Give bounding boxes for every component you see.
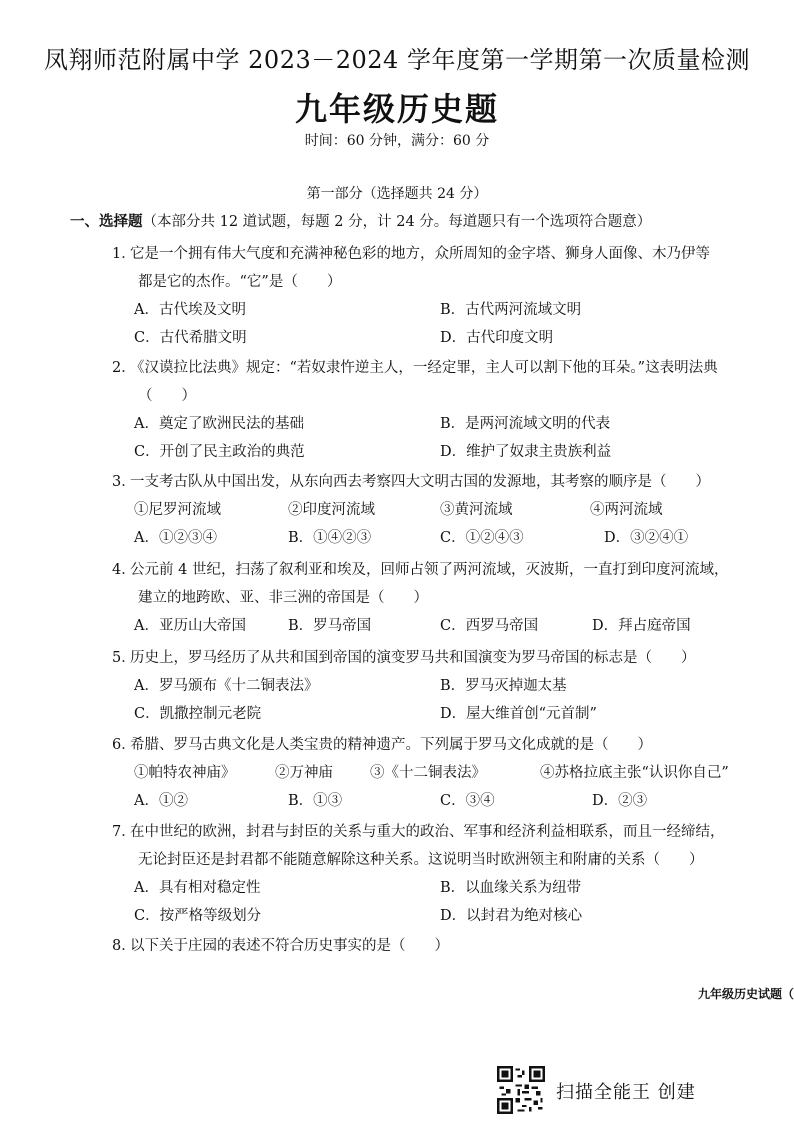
option-b[interactable]: B．以血缘关系为纽带 [440, 880, 582, 896]
question-number: 6． [112, 737, 136, 753]
question-number: 1． [112, 246, 136, 262]
option-d[interactable]: D．维护了奴隶主贵族利益 [440, 444, 612, 460]
section-title: 选择题 [99, 213, 143, 230]
option-a[interactable]: A．亚历山大帝国 [134, 618, 246, 634]
question-number: 4． [112, 562, 136, 578]
options-row [112, 612, 752, 640]
question-5 [112, 644, 752, 728]
option-b[interactable]: B．①③ [288, 793, 343, 809]
section-instruction: （本部分共 12 道试题，每题 2 分，计 24 分。每道题只有一个选项符合题意） [142, 214, 652, 230]
scanner-watermark: 扫描全能王 创建 [556, 1082, 696, 1103]
question-7 [112, 818, 752, 930]
question-stem: 一支考古队从中国出发，从东向西去考察四大文明古国的发源地，其考察的顺序是（ ） [130, 474, 710, 490]
question-number: 7． [112, 824, 136, 840]
question-8 [112, 932, 752, 960]
question-3 [112, 468, 752, 552]
question-6 [112, 731, 752, 815]
question-number: 2． [112, 360, 136, 376]
question-stem: 希腊、罗马古典文化是人类宝贵的精神遗产。下列属于罗马文化成就的是（ ） [130, 737, 652, 753]
statement-1: ①帕特农神庙》 [134, 765, 236, 781]
option-a[interactable]: A．罗马颁布《十二铜表法》 [134, 678, 319, 694]
option-c[interactable]: C．古代希腊文明 [134, 330, 247, 346]
option-d[interactable]: D．拜占庭帝国 [592, 618, 691, 634]
options-row [112, 787, 752, 815]
section-heading [70, 210, 651, 231]
page-footer-label: 九年级历史试题（ [697, 987, 794, 1001]
school-title: 凤翔师范附属中学 2023－2024 学年度第一学期第一次质量检测 [44, 46, 750, 74]
option-a[interactable]: A．古代埃及文明 [134, 302, 246, 318]
exam-info: 时间：60 分钟，满分：60 分 [304, 133, 490, 149]
statement-2: ②印度河流域 [288, 502, 375, 518]
options-row [112, 438, 752, 466]
options-row [112, 296, 752, 324]
options-row [112, 700, 752, 728]
main-title: 九年级历史题 [294, 90, 499, 128]
question-stem: 历史上，罗马经历了从共和国到帝国的演变罗马共和国演变为罗马帝国的标志是（ ） [130, 650, 696, 666]
option-c[interactable]: C．西罗马帝国 [440, 618, 539, 634]
statement-3: ③黄河流域 [440, 502, 513, 518]
option-a[interactable]: A．具有相对稳定性 [134, 880, 261, 896]
options-row [112, 672, 752, 700]
options-row [112, 902, 752, 930]
question-stem: 它是一个拥有伟大气度和充满神秘色彩的地方，众所周知的金字塔、狮身人面像、木乃伊等 [130, 246, 710, 262]
statement-2: ②万神庙 [275, 765, 333, 781]
items-row [112, 496, 752, 524]
question-number: 8． [112, 938, 136, 954]
option-c[interactable]: C．开创了民主政治的典范 [134, 444, 305, 460]
option-a[interactable]: A．①②③④ [134, 530, 217, 546]
part-title: 第一部分（选择题共 24 分） [306, 186, 488, 202]
option-b[interactable]: B．罗马帝国 [288, 618, 372, 634]
statement-4: ④苏格拉底主张“认识你自己” [540, 765, 729, 781]
option-b[interactable]: B．是两河流域文明的代表 [440, 416, 611, 432]
option-b[interactable]: B．①④②③ [288, 530, 372, 546]
qr-code-icon [497, 1066, 545, 1114]
question-number: 5． [112, 650, 136, 666]
options-row [112, 410, 752, 438]
question-stem: 以下关于庄园的表述不符合历史事实的是（ ） [130, 938, 449, 954]
question-stem-cont: 建立的地跨欧、亚、非三洲的帝国是（ ） [138, 590, 428, 606]
section-number: 一、 [70, 213, 99, 230]
option-c[interactable]: C．按严格等级划分 [134, 908, 262, 924]
option-a[interactable]: A．①② [134, 793, 188, 809]
option-b[interactable]: B．古代两河流域文明 [440, 302, 582, 318]
option-d[interactable]: D．古代印度文明 [440, 330, 554, 346]
question-number: 3． [112, 474, 136, 490]
question-stem-cont: （ ） [138, 388, 196, 404]
option-b[interactable]: B．罗马灭掉迦太基 [440, 678, 567, 694]
option-d[interactable]: D．以封君为绝对核心 [440, 908, 583, 924]
option-d[interactable]: D．②③ [592, 793, 648, 809]
statement-1: ①尼罗河流域 [134, 502, 221, 518]
question-stem-cont: 无论封臣还是封君都不能随意解除这种关系。这说明当时欧洲领主和附庸的关系（ ） [138, 852, 704, 868]
question-1 [112, 240, 752, 352]
options-row [112, 524, 752, 552]
question-stem: 《汉谟拉比法典》规定：“若奴隶忤逆主人，一经定罪，主人可以割下他的耳朵。”这表明法典 [130, 360, 718, 376]
question-stem: 公元前 4 世纪，扫荡了叙利亚和埃及，回师占领了两河流域，灭波斯，一直打到印度河流域， [130, 562, 729, 578]
items-row [112, 759, 752, 787]
option-c[interactable]: C．③④ [440, 793, 495, 809]
options-row [112, 874, 752, 902]
question-stem: 在中世纪的欧洲，封君与封臣的关系与重大的政治、军事和经济利益相联系，而且一经缔结， [130, 824, 725, 840]
option-d[interactable]: D．③②④① [604, 530, 689, 546]
option-c[interactable]: C．凯撒控制元老院 [134, 706, 262, 722]
statement-3: ③《十二铜表法》 [370, 765, 486, 781]
statement-4: ④两河流域 [590, 502, 663, 518]
options-row [112, 324, 752, 352]
option-d[interactable]: D．屋大维首创“元首制” [440, 706, 597, 722]
option-a[interactable]: A．奠定了欧洲民法的基础 [134, 416, 304, 432]
question-4 [112, 556, 752, 640]
question-stem-cont: 都是它的杰作。“它”是（ ） [138, 274, 342, 290]
option-c[interactable]: C．①②④③ [440, 530, 524, 546]
question-2 [112, 354, 752, 466]
